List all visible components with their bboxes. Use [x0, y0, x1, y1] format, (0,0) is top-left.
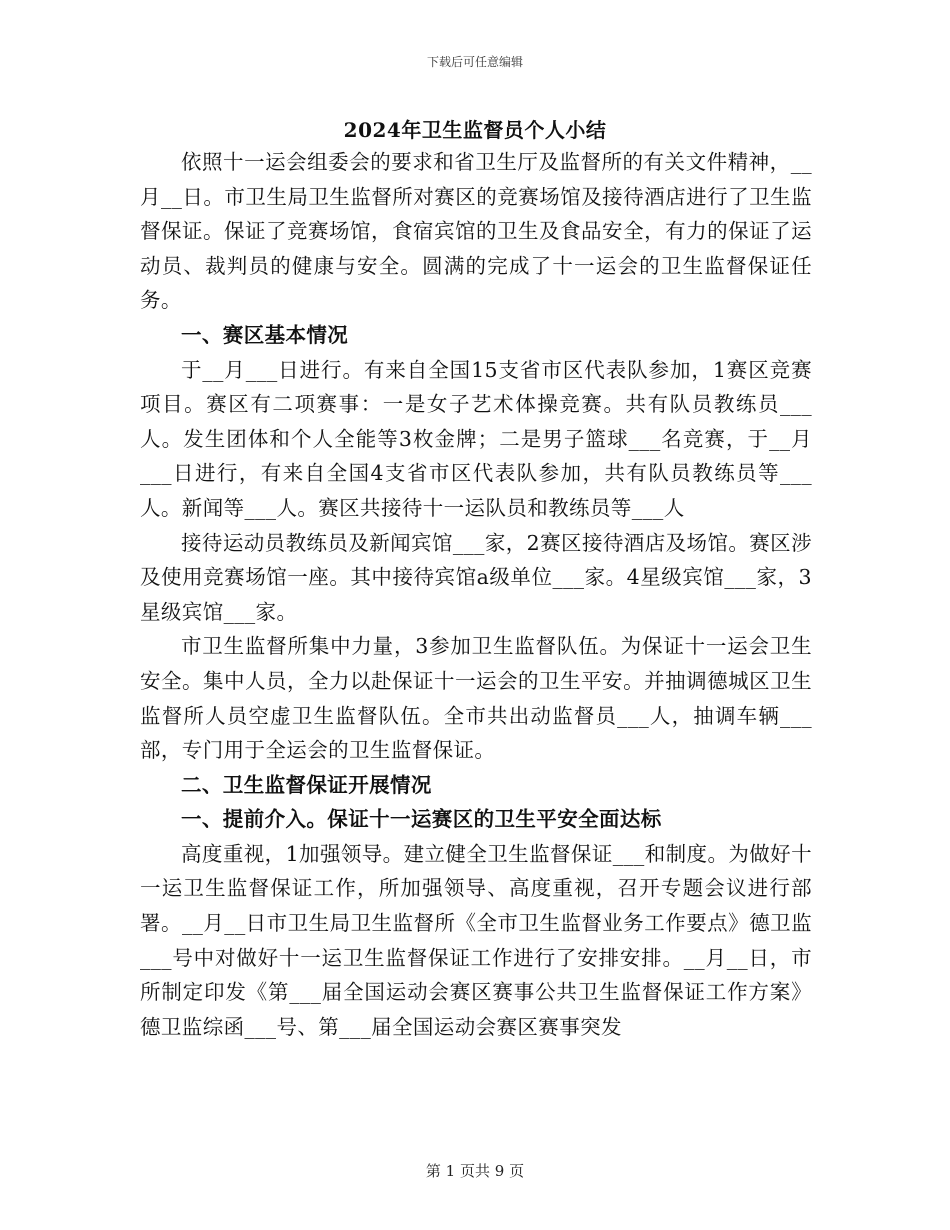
section-heading: 一、赛区基本情况 — [181, 322, 349, 347]
paragraph: 依照十一运会组委会的要求和省卫生厅及监督所的有关文件精神，__月__日。市卫生局卫生监督所对赛区的竞赛场馆及接待酒店进行了卫生监督保证。保证了竞赛场馆，食宿宾馆的卫生及食品安全，有力的保证了运动员、裁判员的健康与安全。圆满的完成了十一运会的卫生监督保证任务。 — [140, 150, 812, 313]
paragraph: 市卫生监督所集中力量，3参加卫生监督队伍。为保证十一运会卫生安全。集中人员，全力以赴保证十一运会的卫生平安。并抽调德城区卫生监督所人员空虚卫生监督队伍。全市共出动监督员___人，抽调车辆___部，专门用于全运会的卫生监督保证。 — [140, 634, 812, 763]
subsection-heading: 一、提前介入。保证十一运赛区的卫生平安全面达标 — [181, 807, 662, 832]
page-header: 下载后可任意编辑 — [426, 55, 523, 69]
paragraph: 高度重视，1加强领导。建立健全卫生监督保证___和制度。为做好十一运卫生监督保证工作，所加强领导、高度重视，召开专题会议进行部署。__月__日市卫生局卫生监督所《全市卫生监督业务工作要点》德卫监___号中对做好十一运卫生监督保证工作进行了安排安排。__月__日，市所制定印发《第___届全国运动会赛区赛事公共卫生监督保证工作方案》德卫监综函___号、第___届全国运动会赛区赛事突发 — [140, 841, 812, 1039]
paragraph: 于__月___日进行。有来自全国15支省市区代表队参加，1赛区竞赛项目。赛区有二项赛事：一是女子艺术体操竞赛。共有队员教练员___人。发生团体和个人全能等3枚金牌；二是男子篮球___名竞赛，于__月___日进行，有来自全国4支省市区代表队参加，共有队员教练员等___人。新闻等___人。赛区共接待十一运队员和教练员等___人 — [140, 357, 812, 520]
page-number-footer: 第 1 页共 9 页 — [425, 1162, 525, 1180]
section-heading: 二、卫生监督保证开展情况 — [181, 772, 432, 797]
document-body — [140, 145, 812, 1044]
paragraph: 接待运动员教练员及新闻宾馆___家，2赛区接待酒店及场馆。赛区涉及使用竞赛场馆一座。其中接待宾馆a级单位___家。4星级宾馆___家，3星级宾馆___家。 — [140, 530, 812, 624]
document-title: 2024年卫生监督员个人小结 — [343, 118, 607, 142]
